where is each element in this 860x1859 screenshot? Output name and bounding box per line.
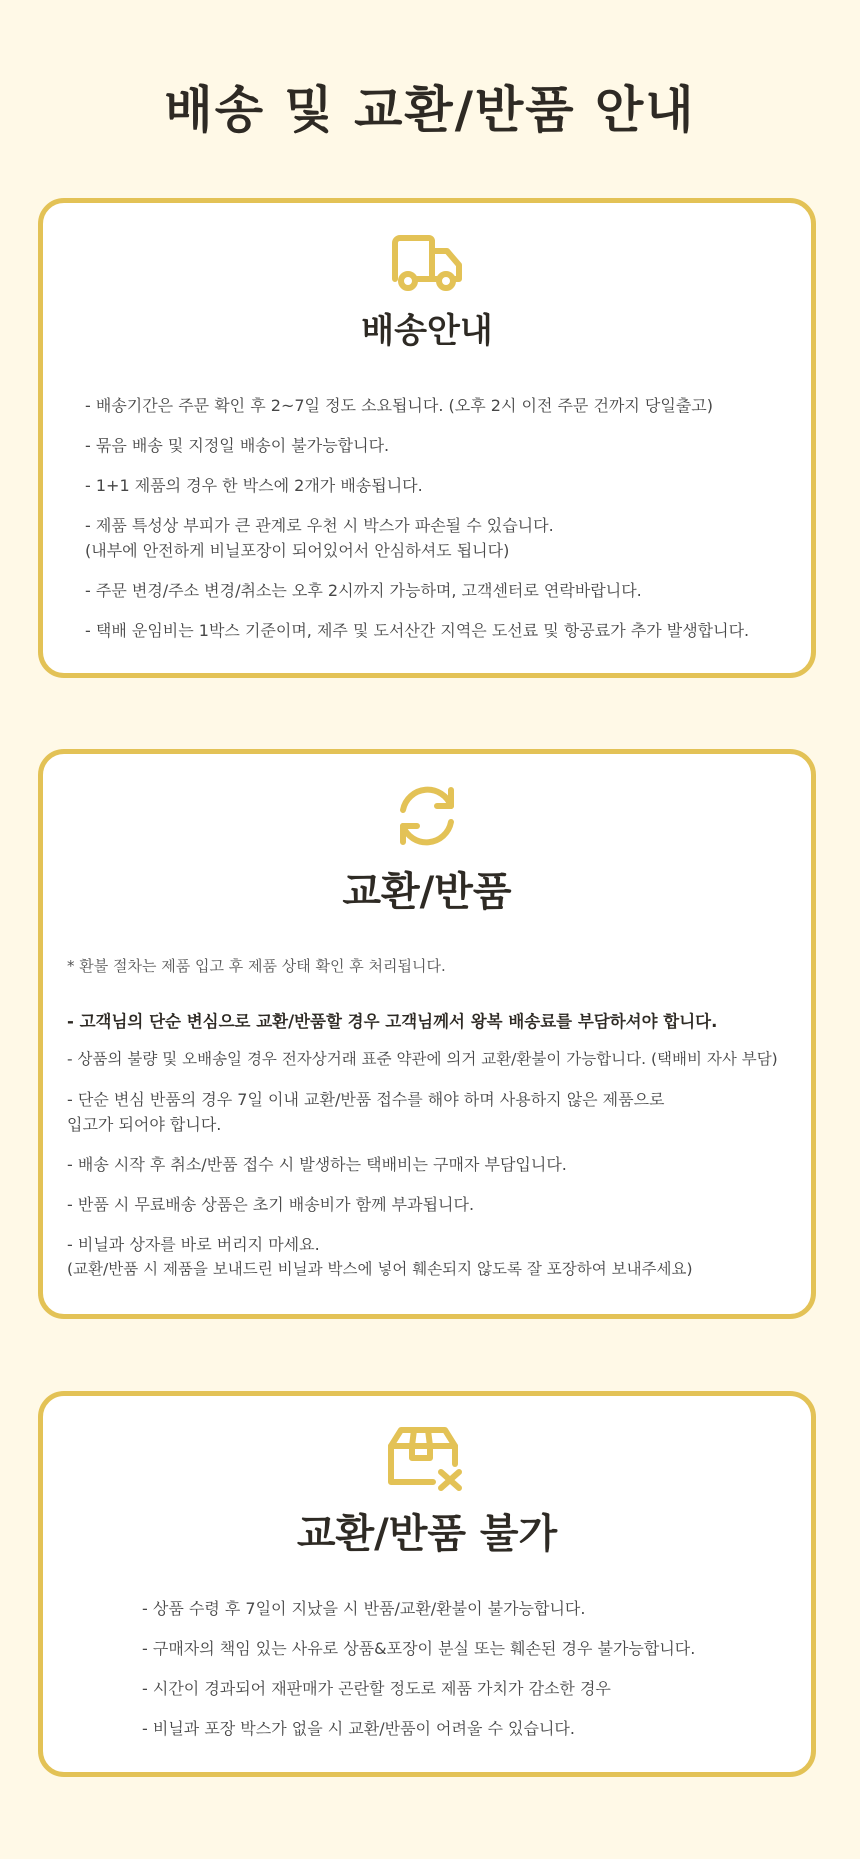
shipping-item: - 제품 특성상 부피가 큰 관계로 우천 시 박스가 파손될 수 있습니다.: [85, 516, 554, 535]
not-allowed-item: - 구매자의 책임 있는 사유로 상품&포장이 분실 또는 훼손된 경우 불가능합니다.: [142, 1639, 696, 1658]
exchange-card: [38, 749, 816, 1319]
refresh-icon: [391, 782, 463, 850]
box-cancel-icon: [387, 1426, 467, 1492]
shipping-item: - 주문 변경/주소 변경/취소는 오후 2시까지 가능하며, 고객센터로 연락바랍니다.: [85, 581, 642, 600]
truck-icon: [389, 233, 465, 293]
not-allowed-item: - 시간이 경과되어 재판매가 곤란할 정도로 제품 가치가 감소한 경우: [142, 1679, 611, 1698]
shipping-item: - 1+1 제품의 경우 한 박스에 2개가 배송됩니다.: [85, 476, 423, 495]
exchange-item: - 배송 시작 후 취소/반품 접수 시 발생하는 택배비는 구매자 부담입니다.: [67, 1155, 567, 1174]
exchange-bold-item: - 고객님의 단순 변심으로 교환/반품할 경우 고객님께서 왕복 배송료를 부담하셔야 합니다.: [67, 1012, 718, 1031]
exchange-item: - 상품의 불량 및 오배송일 경우 전자상거래 표준 약관에 의거 교환/환불이 가능합니다. (택배비 자사 부담): [67, 1050, 778, 1068]
shipping-item: - 택배 운임비는 1박스 기준이며, 제주 및 도서산간 지역은 도선료 및 항공료가 추가 발생합니다.: [85, 621, 750, 640]
not-allowed-title: 교환/반품 불가: [296, 1511, 558, 1557]
exchange-title: 교환/반품: [342, 869, 512, 915]
exchange-item: - 단순 변심 반품의 경우 7일 이내 교환/반품 접수를 해야 하며 사용하지 않은 제품으로: [67, 1090, 665, 1109]
not-allowed-item: - 상품 수령 후 7일이 지났을 시 반품/교환/환불이 불가능합니다.: [142, 1599, 586, 1618]
page-title: 배송 및 교환/반품 안내: [164, 81, 696, 139]
exchange-item: (교환/반품 시 제품을 보내드린 비닐과 박스에 넣어 훼손되지 않도록 잘 포장하여 보내주세요): [67, 1260, 693, 1278]
shipping-item: - 묶음 배송 및 지정일 배송이 불가능합니다.: [85, 436, 390, 455]
not-allowed-card: [38, 1391, 816, 1777]
exchange-item: - 비닐과 상자를 바로 버리지 마세요.: [67, 1235, 320, 1254]
shipping-title: 배송안내: [361, 311, 493, 351]
shipping-card: [38, 198, 816, 678]
shipping-item: (내부에 안전하게 비닐포장이 되어있어서 안심하셔도 됩니다): [85, 541, 510, 560]
shipping-item: - 배송기간은 주문 확인 후 2~7일 정도 소요됩니다. (오후 2시 이전 주문 건까지 당일출고): [85, 396, 713, 415]
not-allowed-item: - 비닐과 포장 박스가 없을 시 교환/반품이 어려울 수 있습니다.: [142, 1719, 575, 1738]
exchange-item: 입고가 되어야 합니다.: [67, 1115, 222, 1134]
refund-note: * 환불 절차는 제품 입고 후 제품 상태 확인 후 처리됩니다.: [67, 957, 446, 975]
exchange-item: - 반품 시 무료배송 상품은 초기 배송비가 함께 부과됩니다.: [67, 1195, 475, 1214]
